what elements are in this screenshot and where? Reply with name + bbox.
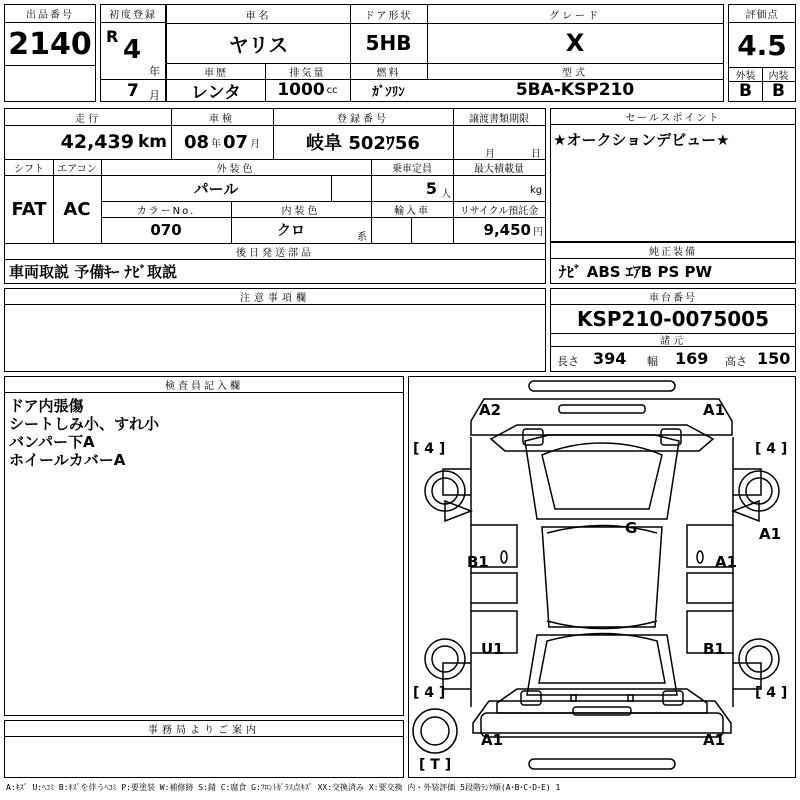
aircon-label: エアコン <box>57 163 97 175</box>
sales-point-value: ★オークションデビュー★ <box>553 131 730 149</box>
specs-length-value: 394 <box>593 349 627 368</box>
inspector-line: バンパー下A <box>9 433 95 451</box>
notes-label: 注意事項欄 <box>5 289 545 305</box>
int-color-label: 内装色 <box>281 205 321 217</box>
inspector-line: シートしみ小、すれ小 <box>9 415 160 433</box>
recycle-label: リサイクル預託金 <box>459 205 539 217</box>
model-code-label: 型式 <box>562 67 588 79</box>
tire-tread-front-left: [ 4 ] <box>413 441 446 457</box>
exterior-score-value: B <box>739 81 752 101</box>
specs-label: 諸元 <box>551 333 795 347</box>
int-color-unit: 系 <box>357 232 367 243</box>
capacity-value: 5 <box>425 178 437 198</box>
damage-label-windshield: G <box>625 519 638 537</box>
model-code-value: 5BA-KSP210 <box>515 80 635 100</box>
damage-label-rear-right: A1 <box>703 731 726 749</box>
recycle-cell <box>453 217 545 243</box>
reg-number-label: 登録番号 <box>337 113 389 125</box>
history-value: レンタ <box>191 82 241 101</box>
inspection-label: 車検 <box>209 113 235 125</box>
recycle-value: 9,450 <box>483 221 531 239</box>
chassis-box <box>550 288 796 372</box>
damage-label-front-left: A2 <box>479 401 502 419</box>
first-registration-month: 7 <box>127 81 139 101</box>
mileage-cell <box>5 125 171 159</box>
history-label: 車歴 <box>204 67 228 79</box>
mileage-unit: km <box>137 132 167 152</box>
inspection-year-unit: 年 <box>211 138 221 150</box>
notes-box <box>4 288 546 372</box>
import-label: 輸入車 <box>394 205 430 217</box>
lot-number-label: 出品番号 <box>5 5 95 23</box>
inspector-line: ホイールカバーA <box>9 451 126 469</box>
body-type-label: ドア形状 <box>364 10 413 22</box>
inspector-line: ドア内張傷 <box>9 397 84 415</box>
displacement-cell <box>265 79 350 101</box>
damage-label-rear-left: A1 <box>481 731 504 749</box>
first-registration-month-unit: 月 <box>149 89 160 102</box>
specs-height-label: 高さ <box>725 355 747 368</box>
lot-number-value: 2140 <box>8 26 92 62</box>
shift-label: シフト <box>14 163 44 175</box>
later-parts-label: 後日発送部品 <box>236 247 314 259</box>
damage-label-front-right: A1 <box>703 401 726 419</box>
car-name-value: ヤリス <box>228 32 289 57</box>
tire-tread-front-right: [ 4 ] <box>755 441 788 457</box>
grade-value: X <box>565 29 585 57</box>
later-parts-value: 車両取説 予備ｷｰ ﾅﾋﾞ取説 <box>9 262 177 281</box>
score-box <box>728 4 796 102</box>
fuel-label: 燃料 <box>376 67 401 79</box>
aircon-value: AC <box>63 198 91 220</box>
damage-label-right-fender: A1 <box>759 525 782 543</box>
displacement-value: 1000 <box>277 80 325 100</box>
chassis-value: KSP210-0075005 <box>576 307 770 331</box>
score-label: 評価点 <box>729 5 795 23</box>
car-name-label: 車名 <box>245 10 272 22</box>
max-load-label: 最大積載量 <box>474 163 524 175</box>
transfer-deadline-month-unit: 月 <box>485 149 495 160</box>
ext-color-label: 外装色 <box>216 163 256 175</box>
chassis-label: 車台番号 <box>551 289 795 305</box>
transfer-deadline-label: 譲渡書類期限 <box>469 113 529 125</box>
grade-label: グレード <box>549 10 601 22</box>
office-box <box>4 720 404 778</box>
recycle-unit: 円 <box>533 226 543 238</box>
int-color-value: クロ <box>277 223 305 239</box>
damage-label-right-door: A1 <box>715 553 738 571</box>
mileage-label: 走行 <box>75 113 101 125</box>
exterior-score-label: 外装 <box>735 70 756 81</box>
specs-width-value: 169 <box>675 349 709 368</box>
capacity-label: 乗車定員 <box>392 163 432 175</box>
fuel-value: ｶﾞｿﾘﾝ <box>372 84 405 100</box>
reg-number-value: 岐阜 502ﾜ56 <box>306 133 420 154</box>
spare-tire-label: [ T ] <box>419 757 452 773</box>
first-registration-label: 初度登録 <box>101 5 165 23</box>
inspector-box <box>4 376 404 716</box>
color-no-value: 070 <box>150 221 182 239</box>
inspection-year: 08 <box>183 131 209 153</box>
tire-tread-rear-left: [ 4 ] <box>413 685 446 701</box>
interior-score-label: 内装 <box>768 70 789 81</box>
damage-label-left-door: B1 <box>467 553 489 571</box>
legend-text: A:ｷｽﾞ U:ﾍｺﾐ B:ｷｽﾞを伴うﾍｺﾐ P:要塗装 W:補修跡 S:錆 C:腐食 G:ﾌﾛﾝﾄｶﾞﾗｽ点ｷｽﾞ XX:交換済み X:要交換 内・外装評価 5段階ﾗﾝｸ順(A･B･C･D･E) 1 <box>6 783 561 792</box>
tire-tread-rear-right: [ 4 ] <box>755 685 788 701</box>
equipment-label: 純正装備 <box>551 243 795 259</box>
car-diagram-box <box>408 376 796 778</box>
displacement-label: 排気量 <box>289 67 326 79</box>
equipment-value: ﾅﾋﾞ ABS ｴｱB PS PW <box>559 262 713 281</box>
sales-point-box <box>550 108 796 242</box>
lot-number-box <box>4 4 96 102</box>
max-load-unit: kg <box>530 185 543 196</box>
specs-length-label: 長さ <box>557 355 579 368</box>
inspector-label: 検査員記入欄 <box>5 377 403 393</box>
interior-score-value: B <box>772 81 785 101</box>
equipment-box <box>550 242 796 284</box>
first-registration-year-unit: 年 <box>149 65 160 78</box>
shift-value: FAT <box>11 198 47 220</box>
damage-label-right-rear: B1 <box>703 640 725 658</box>
capacity-unit: 人 <box>441 189 451 200</box>
office-label: 事務局よりご案内 <box>5 721 403 737</box>
ext-color-value: パール <box>193 179 239 198</box>
specs-width-label: 幅 <box>647 355 658 368</box>
first-registration-era: R <box>106 27 119 46</box>
displacement-unit: cc <box>326 84 338 96</box>
inspection-cell <box>171 125 273 159</box>
car-outline-diagram <box>409 377 795 777</box>
first-registration-year: 4 <box>123 35 142 65</box>
sales-point-label: セールスポイント <box>551 109 795 125</box>
score-value: 4.5 <box>737 28 787 62</box>
mileage-value: 42,439 <box>60 131 134 153</box>
damage-label-left-rear: U1 <box>481 640 504 658</box>
vehicle-info-box <box>4 108 546 284</box>
first-registration-box <box>100 4 166 102</box>
specs-height-value: 150 <box>757 349 791 368</box>
color-no-label: カラーNo. <box>136 205 196 217</box>
inspection-month: 07 <box>223 131 249 153</box>
body-type-value: 5HB <box>365 31 412 55</box>
main-info-box <box>166 4 724 102</box>
inspection-month-unit: 月 <box>250 138 261 150</box>
transfer-deadline-day-unit: 日 <box>531 149 541 160</box>
